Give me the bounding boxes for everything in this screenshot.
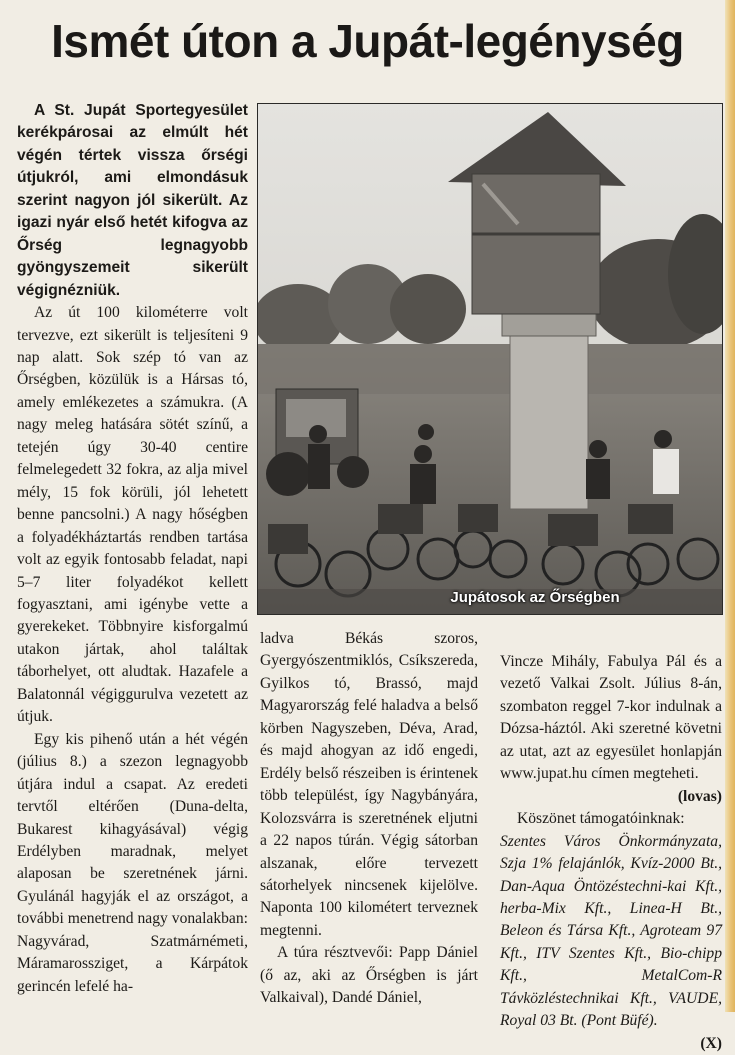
article-photo: [257, 103, 723, 615]
cyclists-photo-illustration: [258, 104, 722, 614]
body-paragraph: Egy kis pihenő után a hét végén (július 8.) a szezon legnagyobb útjára indul a csapat. Az eredeti tervtől eltérően (Duna-delta, Bukarest kihagyásával) végig Erdélyben maradnak, melyet alaposan be szeretnének járni. Gyulánál hagyják el az országot, a további menetrend nagy vonalakban: Nagyvárad, Szatmárnémeti, Máramarossziget, a Kárpátok gerincén lefelé ha-: [17, 730, 248, 995]
sponsor-thanks-title: Köszönet támogatóinknak:: [517, 810, 685, 828]
author-signature: (lovas): [677, 787, 722, 805]
page-edge-strip: [725, 0, 735, 1012]
body-paragraph: Az út 100 kilométerre volt tervezve, ezt sikerült is teljesíteni 9 nap alatt. Sok szép tó van az Őrségben, közülük is a Hársas tó, amely emlékezetes a számukra. (A nagy meleg hatására sötét színű, a tetején úgy 30-40 centire felmelegedett 32 fokra, az alja mivel mély, 15 fok körüli, jól lehetett benne pancsolni.) A nagy hőségben a folyadékháztartás rendben tartása volt az egyik fontosabb feladat, napi 5–7 liter folyadékot kellett fogyasztani, ami igénybe vette a gyerekeket. Többnyire kisforgalmú utakon jártak, ahol találtak táborhelyet, ott aludtak. Hazafele a Balatonnál végiggurulva vezetett az útjuk.: [17, 304, 248, 726]
article-headline: Ismét úton a Jupát-legénység: [51, 15, 684, 67]
body-paragraph: ladva Békás szoros, Gyergyószentmiklós, Csíkszereda, Gyilkos tó, Brassó, majd Magyarország felé haladva a belső körben Nagyszeben, Déva, Arad, és majd ahogyan az idő engedi, Erdély belső részeiben is érintenek több települést, így Nagybányára, Kolozsvárra is szeretnének eljutni a 22 napos túrán. Végig sátorban alszanak, előre tervezett sátorhelyek nincsenek kijelölve. Naponta 100 kilométert terveznek megtenni.: [260, 630, 478, 939]
text-column-left: [17, 100, 248, 998]
photo-caption: Jupátosok az Őrségben: [450, 589, 620, 606]
text-column-right: [500, 651, 722, 1055]
text-column-middle: [260, 628, 478, 1010]
body-paragraph: A túra résztvevői: Papp Dániel (ő az, aki az Őrségben is járt Valkaival), Dandé Dániel,: [260, 944, 478, 1007]
body-paragraph: Vincze Mihály, Fabulya Pál és a vezető Valkai Zsolt. Július 8-án, szombaton reggel 7-kor indulnak a Dózsa-háztól. Aki szeretné követni az utat, azt az egyesület honlapján www.jupat.hu címen megteheti.: [500, 653, 722, 783]
sponsor-list: Szentes Város Önkormányzata, Szja 1% felajánlók, Kvíz-2000 Bt., Dan-Aqua Öntözéstechni-kai Kft., herba-Mix Kft., Linea-H Bt., Beleon és Társa Kft., Agroteam 97 Kft., ITV Szentes Kft., Bio-chipp Kft., MetalCom-R Távközléstechnikai Kft., VAUDE, Royal 03 Bt. (Pont Büfé).: [500, 832, 722, 1030]
sponsor-signature: (X): [700, 1034, 722, 1052]
lead-paragraph: A St. Jupát Sportegyesület kerékpárosai az elmúlt hét végén tértek vissza őrségi útjukról, ami elmondásuk szerint nagyon jól sikerült. Az igazi nyár első hetét kifogva az Őrség legnagyobb gyöngyszemeit sikerült végignézniük.: [17, 102, 248, 299]
